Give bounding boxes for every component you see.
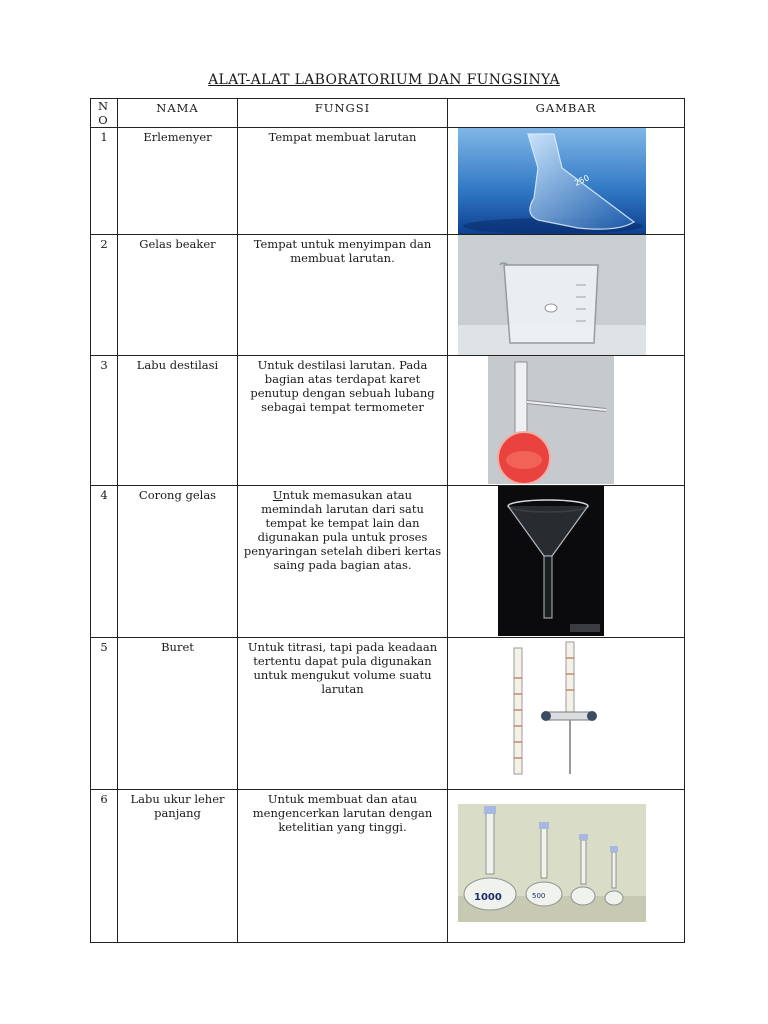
row-fungsi xyxy=(238,486,448,638)
volumetric-big-label: 1000 xyxy=(474,892,502,903)
row-no: 5 xyxy=(91,638,118,790)
row-no: 6 xyxy=(91,790,118,943)
header-nama: NAMA xyxy=(118,99,238,128)
lab-tools-table xyxy=(90,98,685,943)
row-nama: Labu ukur leher panjang xyxy=(118,790,238,943)
row-fungsi: Tempat untuk menyimpan dan membuat larutan. xyxy=(238,235,448,356)
row-gambar xyxy=(448,356,685,486)
row-gambar xyxy=(448,235,685,356)
row-gambar xyxy=(448,128,685,235)
beaker-photo xyxy=(458,235,646,355)
glass-funnel-photo xyxy=(498,486,604,636)
row-nama: Corong gelas xyxy=(118,486,238,638)
header-fungsi: FUNGSI xyxy=(238,99,448,128)
table-header-row xyxy=(91,99,685,128)
document-title: ALAT-ALAT LABORATORIUM DAN FUNGSINYA xyxy=(208,72,560,88)
burette-photo xyxy=(488,638,614,788)
table-row xyxy=(91,356,685,486)
fungsi-first-letter: U xyxy=(272,488,283,502)
row-nama: Gelas beaker xyxy=(118,235,238,356)
row-no: 2 xyxy=(91,235,118,356)
row-fungsi: Tempat membuat larutan xyxy=(238,128,448,235)
table-row xyxy=(91,790,685,943)
row-nama: Labu destilasi xyxy=(118,356,238,486)
table-row xyxy=(91,235,685,356)
erlenmeyer-flask-photo xyxy=(458,128,646,234)
flask-scale-mark: 250 xyxy=(573,173,591,188)
row-fungsi: Untuk destilasi larutan. Pada bagian atas terdapat karet penutup dengan sebuah lubang sebagai tempat termometer xyxy=(238,356,448,486)
row-no: 3 xyxy=(91,356,118,486)
table-row xyxy=(91,128,685,235)
row-fungsi: Untuk titrasi, tapi pada keadaan tertentu dapat pula digunakan untuk mengukut volume suatu larutan xyxy=(238,638,448,790)
fungsi-text: ntuk memasukan atau memindah larutan dari satu tempat ke tempat lain dan digunakan pula untuk proses penyaringan setelah diberi kertas saing pada bagian atas. xyxy=(243,488,442,572)
row-gambar xyxy=(448,486,685,638)
row-nama: Erlemenyer xyxy=(118,128,238,235)
row-fungsi: Untuk membuat dan atau mengencerkan larutan dengan ketelitian yang tinggi. xyxy=(238,790,448,943)
volumetric-flasks-photo xyxy=(458,804,646,922)
row-nama: Buret xyxy=(118,638,238,790)
table-row xyxy=(91,486,685,638)
volumetric-mid-label: 500 xyxy=(532,892,546,900)
header-no: N O xyxy=(91,99,118,128)
row-gambar xyxy=(448,790,685,943)
header-gambar: GAMBAR xyxy=(448,99,685,128)
row-no: 4 xyxy=(91,486,118,638)
table-row xyxy=(91,638,685,790)
distillation-flask-photo xyxy=(488,356,614,484)
row-gambar xyxy=(448,638,685,790)
row-no: 1 xyxy=(91,128,118,235)
